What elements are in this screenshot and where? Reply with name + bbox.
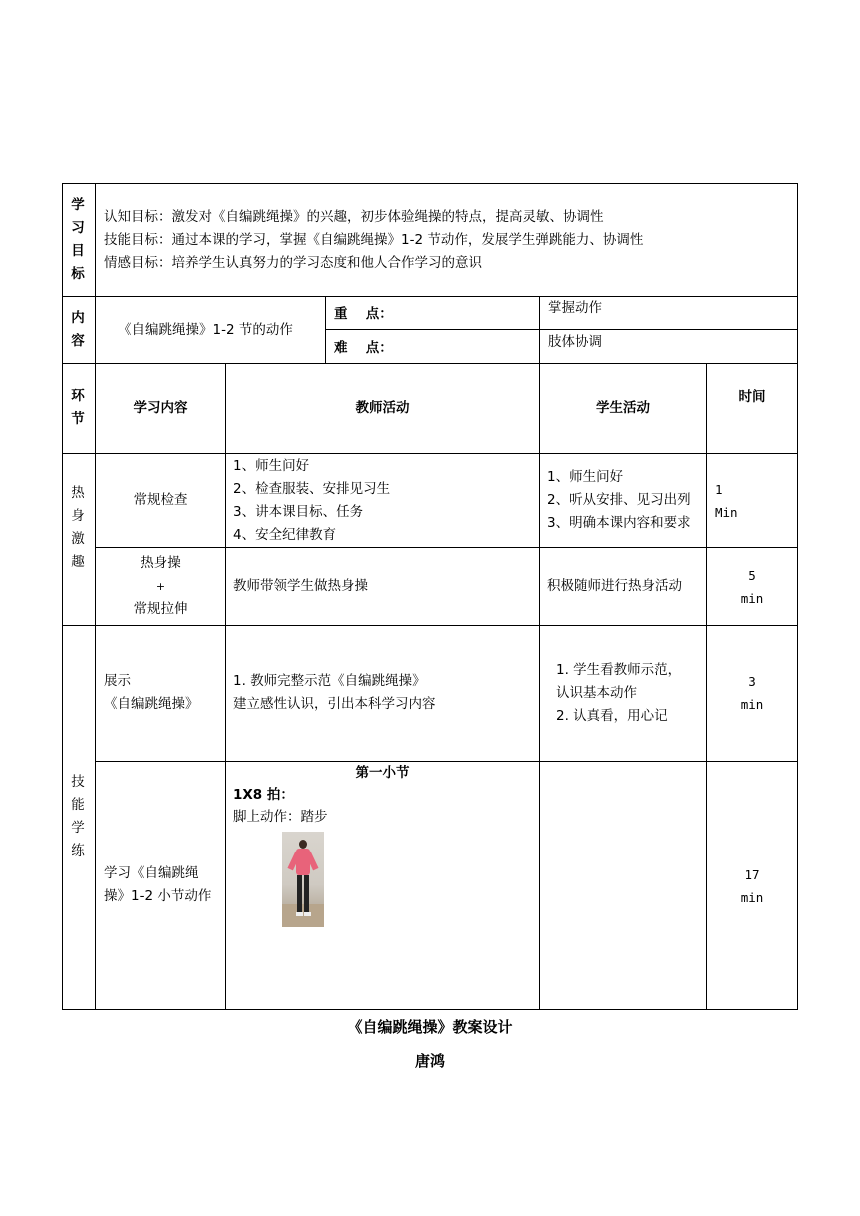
teacher-step: 1、师生问好 bbox=[233, 458, 310, 474]
warmup-stage-char: 激 bbox=[71, 531, 85, 547]
routine-check-student bbox=[547, 466, 691, 535]
time-value: 17 bbox=[744, 867, 760, 882]
content-text: 《自编跳绳操》1-2 节的动作 bbox=[118, 322, 293, 338]
time-value: 1 bbox=[715, 482, 723, 497]
content-line: + bbox=[155, 580, 166, 593]
student-step: 2. 认真看，用心记 bbox=[556, 708, 668, 724]
content-line: 常规拉伸 bbox=[133, 601, 188, 617]
objectives-label bbox=[63, 194, 93, 286]
warmup-stage-char: 趣 bbox=[71, 554, 85, 570]
objectives-label-char: 学 bbox=[71, 197, 85, 213]
content-label-char: 容 bbox=[71, 333, 85, 349]
objectives-label-char: 标 bbox=[71, 266, 85, 282]
section-learning-content bbox=[104, 862, 211, 908]
stage-header bbox=[63, 385, 93, 431]
time-value: 5 bbox=[748, 568, 756, 583]
demonstration-time bbox=[707, 670, 797, 716]
teacher-step: 1. 教师完整示范《自编跳绳操》 bbox=[233, 673, 426, 689]
routine-check-time bbox=[715, 478, 738, 524]
skill-objective: 技能目标：通过本课的学习，掌握《自编跳绳操》1-2 节动作，发展学生弹跳能力、协调性 bbox=[104, 232, 644, 248]
teacher-step: 4、安全纪律教育 bbox=[233, 527, 337, 543]
warmup-stage-char: 身 bbox=[71, 508, 85, 524]
skills-stage-char: 技 bbox=[71, 774, 85, 790]
skills-stage-char: 能 bbox=[71, 797, 85, 813]
beat-count: 1X8 拍： bbox=[233, 787, 294, 803]
cognitive-objective: 认知目标：激发对《自编跳绳操》的兴趣，初步体验绳操的特点，提高灵敏、协调性 bbox=[104, 209, 604, 225]
demonstration-content bbox=[104, 670, 199, 716]
time-value: 3 bbox=[748, 674, 756, 689]
routine-check-content: 常规检查 bbox=[133, 492, 188, 508]
content-line: 热身操 bbox=[140, 555, 181, 571]
teacher-step: 建立感性认识，引出本科学习内容 bbox=[233, 696, 436, 712]
content-line: 学习《自编跳绳 bbox=[104, 865, 199, 881]
section-learning-time bbox=[707, 863, 797, 909]
skills-stage-char: 学 bbox=[71, 820, 85, 836]
warmup-stage-char: 热 bbox=[71, 485, 85, 501]
student-step: 2、听从安排、见习出列 bbox=[547, 492, 691, 508]
objectives-label-char: 习 bbox=[71, 220, 85, 236]
teacher-step: 3、讲本课目标、任务 bbox=[233, 504, 364, 520]
key-point-value: 掌握动作 bbox=[548, 300, 602, 316]
warmup-stage-label bbox=[63, 482, 93, 574]
content-label bbox=[63, 307, 93, 353]
foot-movement: 脚上动作：踏步 bbox=[233, 809, 328, 825]
content-line: 展示 bbox=[104, 673, 131, 689]
warmup-exercise-content bbox=[96, 552, 225, 621]
stage-header-char: 环 bbox=[71, 388, 85, 404]
teacher-step: 2、检查服装、安排见习生 bbox=[233, 481, 391, 497]
content-line: 操》1-2 小节动作 bbox=[104, 888, 212, 904]
affective-objective: 情感目标：培养学生认真努力的学习态度和他人合作学习的意识 bbox=[104, 255, 482, 271]
student-step: 1、师生问好 bbox=[547, 469, 624, 485]
first-section-title: 第一小节 bbox=[355, 765, 410, 781]
teacher-activity-header: 教师活动 bbox=[355, 400, 410, 416]
demonstration-student bbox=[556, 659, 681, 728]
difficulty-value: 肢体协调 bbox=[548, 334, 602, 350]
skills-stage-char: 练 bbox=[71, 843, 85, 859]
demonstration-photo bbox=[282, 832, 324, 927]
warmup-exercise-time bbox=[707, 564, 797, 610]
student-step: 认识基本动作 bbox=[556, 685, 637, 701]
time-unit: Min bbox=[715, 505, 738, 520]
time-unit: min bbox=[740, 890, 764, 905]
objectives-label-char: 目 bbox=[71, 243, 85, 259]
stage-header-char: 节 bbox=[71, 411, 85, 427]
lesson-plan-title: 《自编跳绳操》教案设计 bbox=[347, 1018, 513, 1036]
warmup-exercise-student: 积极随师进行热身活动 bbox=[547, 578, 682, 594]
content-label-char: 内 bbox=[71, 310, 85, 326]
student-activity-header: 学生活动 bbox=[596, 400, 650, 416]
skills-stage-label bbox=[63, 771, 93, 863]
time-unit: min bbox=[740, 697, 764, 712]
learning-content-header: 学习内容 bbox=[133, 400, 188, 416]
demonstration-teacher bbox=[233, 670, 436, 716]
routine-check-teacher bbox=[233, 455, 390, 547]
content-line: 《自编跳绳操》 bbox=[104, 696, 199, 712]
author-name: 唐鸿 bbox=[414, 1052, 445, 1070]
difficulty-label: 难 点： bbox=[334, 340, 393, 356]
warmup-exercise-teacher: 教师带领学生做热身操 bbox=[233, 578, 368, 594]
student-step: 3、明确本课内容和要求 bbox=[547, 515, 691, 531]
student-step: 1. 学生看教师示范， bbox=[556, 662, 682, 678]
time-unit: min bbox=[740, 591, 764, 606]
key-point-label: 重 点： bbox=[334, 306, 393, 322]
time-header: 时间 bbox=[738, 389, 766, 405]
